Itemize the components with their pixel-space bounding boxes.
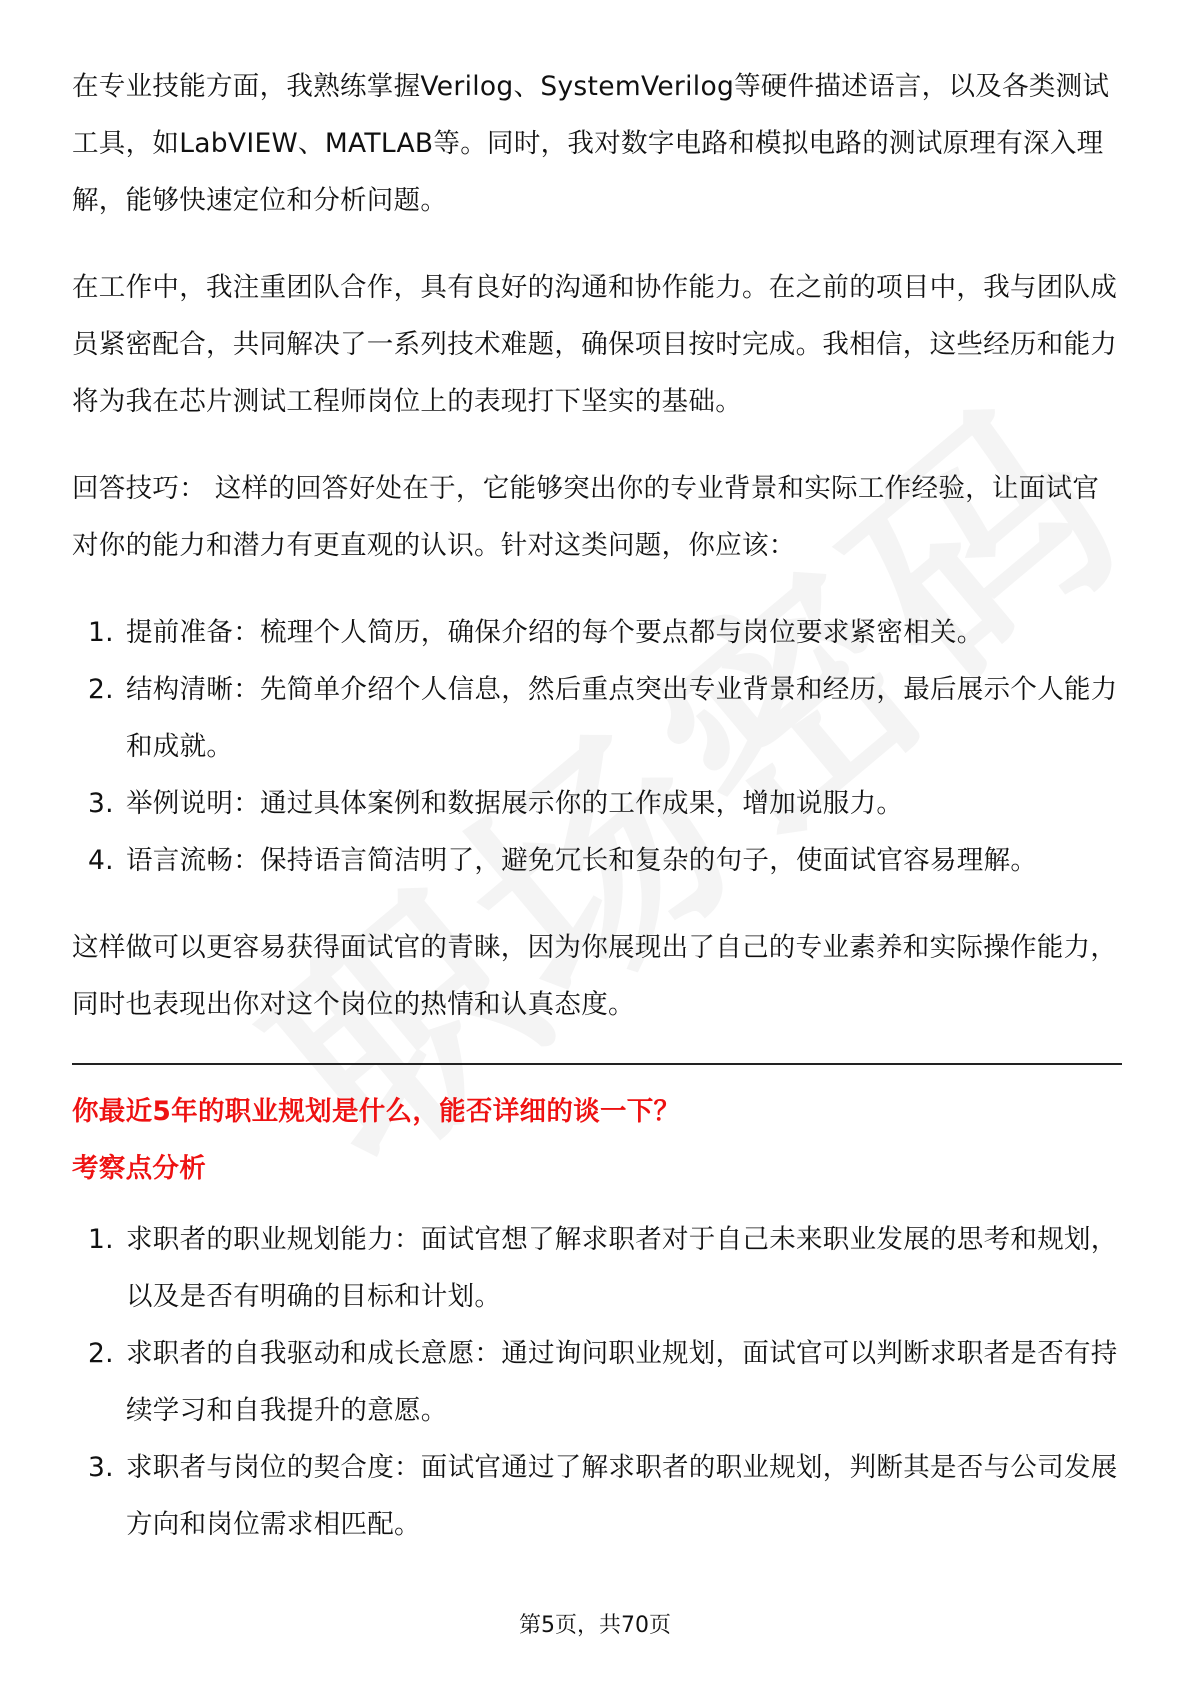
- paragraph-conclusion: 这样做可以更容易获得面试官的青睐，因为你展现出了自己的专业素养和实际操作能力，同时也表现出你对这个岗位的热情和认真态度。: [72, 932, 1118, 1020]
- list-item-text: 求职者的职业规划能力：面试官想了解求职者对于自己未来职业发展的思考和规划，以及是否有明确的目标和计划。: [126, 1224, 1118, 1312]
- analysis-list: [72, 1211, 1122, 1553]
- page-content: [72, 58, 1122, 1583]
- list-item-text: 举例说明：通过具体案例和数据展示你的工作成果，增加说服力。: [126, 788, 904, 819]
- list-number: 2.: [88, 1338, 114, 1369]
- list-number: 1.: [88, 1224, 114, 1255]
- paragraph-skills: 在专业技能方面，我熟练掌握Verilog、SystemVerilog等硬件描述语言，以及各类测试工具，如LabVIEW、MATLAB等。同时，我对数字电路和模拟电路的测试原理有深入理解，能够快速定位和分析问题。: [72, 71, 1110, 216]
- list-item: [72, 604, 1122, 661]
- question-title: 你最近5年的职业规划是什么，能否详细的谈一下？: [72, 1096, 681, 1127]
- list-number: 1.: [88, 617, 114, 648]
- list-item: [72, 775, 1122, 832]
- list-item: [72, 1211, 1122, 1325]
- list-number: 3.: [88, 1452, 114, 1483]
- tips-list: [72, 604, 1122, 889]
- list-number: 3.: [88, 788, 114, 819]
- list-item-text: 求职者的自我驱动和成长意愿：通过询问职业规划，面试官可以判断求职者是否有持续学习和自我提升的意愿。: [126, 1338, 1118, 1426]
- list-item: [72, 832, 1122, 889]
- page-footer: 第5页，共70页: [519, 1613, 671, 1638]
- question-subtitle: 考察点分析: [72, 1153, 206, 1184]
- paragraph-answer-tips: 回答技巧： 这样的回答好处在于，它能够突出你的专业背景和实际工作经验，让面试官对你的能力和潜力有更直观的认识。针对这类问题，你应该：: [72, 473, 1100, 561]
- section-divider: [72, 1063, 1122, 1065]
- list-item: [72, 1439, 1122, 1553]
- list-item: [72, 661, 1122, 775]
- list-item-text: 提前准备：梳理个人简历，确保介绍的每个要点都与岗位要求紧密相关。: [126, 617, 984, 648]
- list-item-text: 结构清晰：先简单介绍个人信息，然后重点突出专业背景和经历，最后展示个人能力和成就。: [126, 674, 1118, 762]
- list-item-text: 语言流畅：保持语言简洁明了，避免冗长和复杂的句子，使面试官容易理解。: [126, 845, 1038, 876]
- paragraph-teamwork: 在工作中，我注重团队合作，具有良好的沟通和协作能力。在之前的项目中，我与团队成员紧密配合，共同解决了一系列技术难题，确保项目按时完成。我相信，这些经历和能力将为我在芯片测试工程师岗位上的表现打下坚实的基础。: [72, 272, 1118, 417]
- list-number: 2.: [88, 674, 114, 705]
- list-number: 4.: [88, 845, 114, 876]
- list-item-text: 求职者与岗位的契合度：面试官通过了解求职者的职业规划，判断其是否与公司发展方向和岗位需求相匹配。: [126, 1452, 1118, 1540]
- list-item: [72, 1325, 1122, 1439]
